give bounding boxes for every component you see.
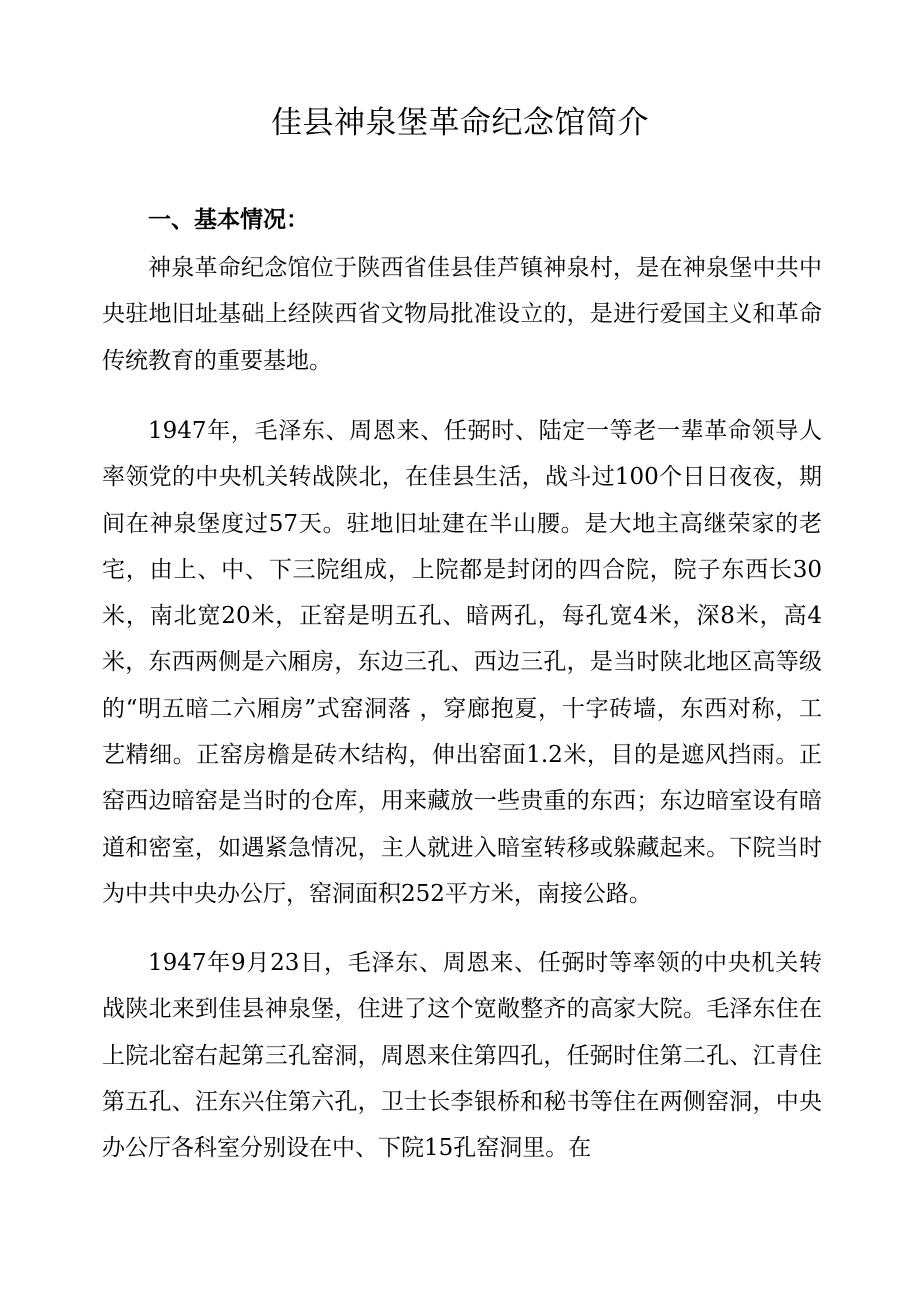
- paragraph: [102, 940, 822, 1171]
- paragraph: [102, 408, 822, 917]
- paragraph: [102, 245, 822, 384]
- paragraph-text: 1947年9月23日，毛泽东、周恩来、任弼时等率领的中央机关转战陕北来到佳县神泉堡，住进了这个宽敞整齐的高家大院。毛泽东住在上院北窑右起第三孔窑洞，周恩来住第四孔，任弼时住第二孔、江青住第五孔、汪东兴住第六孔，卫士长李银桥和秘书等住在两侧窑洞，中央办公厅各科室分别设在中、下院15孔窑洞里。在: [102, 950, 822, 1162]
- page-title: 佳县神泉堡革命纪念馆简介: [271, 105, 649, 141]
- paragraph-text: 神泉革命纪念馆位于陕西省佳县佳芦镇神泉村，是在神泉堡中共中央驻地旧址基础上经陕西省文物局批准设立的，是进行爱国主义和革命传统教育的重要基地。: [102, 255, 822, 374]
- paragraph-text: 1947年，毛泽东、周恩来、任弼时、陆定一等老一辈革命领导人率领党的中央机关转战陕北，在佳县生活，战斗过100个日日夜夜，期间在神泉堡度过57天。驻地旧址建在半山腰。是大地主高继荣家的老宅，由上、中、下三院组成，上院都是封闭的四合院，院子东西长30米，南北宽20米，正窑是明五孔、暗两孔，每孔宽4米，深8米，高4米，东西两侧是六厢房，东边三孔、西边三孔，是当时陕北地区高等级的“明五暗二六厢房”式窑洞落 ，穿廊抱夏，十字砖墙，东西对称，工艺精细。正窑房檐是砖木结构，伸出窑面1.2米，目的是遮风挡雨。正窑西边暗窑是当时的仓库，用来藏放一些贵重的东西；东边暗室设有暗道和密室，如遇紧急情况，主人就进入暗室转移或躲藏起来。下院当时为中共中央办公厅，窑洞面积252平方米，南接公路。: [102, 418, 822, 907]
- section-heading: 一、基本情况：: [148, 207, 309, 233]
